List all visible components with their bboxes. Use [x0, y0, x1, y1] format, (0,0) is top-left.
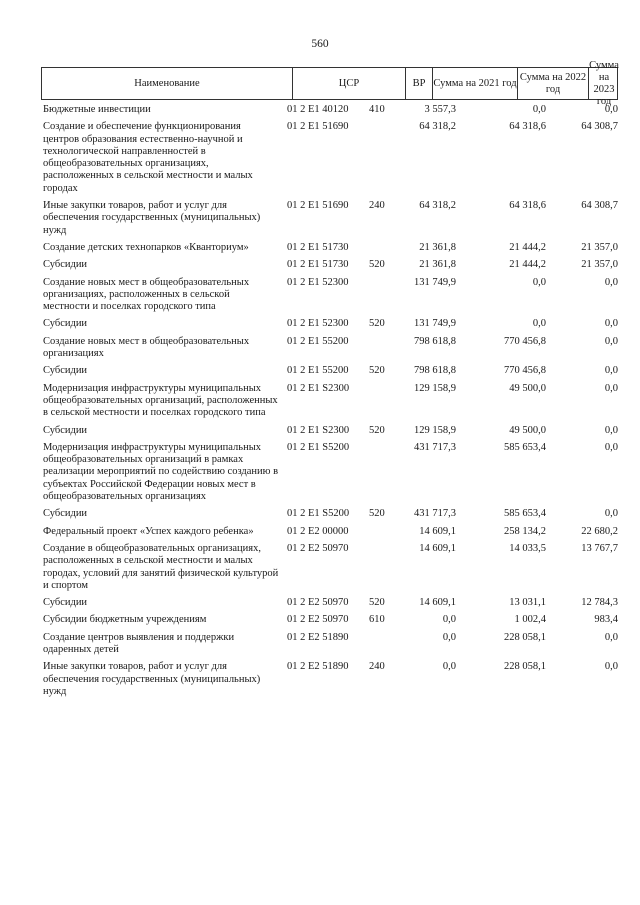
cell-y2022: 49 500,0 — [509, 382, 546, 394]
cell-y2021: 14 609,1 — [419, 542, 456, 554]
cell-vr: 610 — [369, 614, 385, 626]
cell-csr: 01 2 Е1 51690 — [287, 121, 349, 133]
table-row — [41, 104, 631, 121]
cell-y2023: 0,0 — [604, 276, 618, 288]
table-row — [41, 336, 631, 366]
cell-csr: 01 2 Е2 51890 — [287, 631, 349, 643]
cell-y2022: 770 456,8 — [504, 365, 546, 377]
cell-y2023: 0,0 — [604, 318, 618, 330]
cell-y2022: 258 134,2 — [504, 525, 546, 537]
cell-name: Иные закупки товаров, работ и услуг для обеспечения государственных (муниципальных) нужд — [43, 200, 261, 236]
cell-vr: 520 — [369, 597, 385, 609]
page-number: 560 — [311, 38, 329, 50]
table-row — [41, 661, 631, 703]
cell-name: Модернизация инфраструктуры муниципальных общеобразовательных организаций в рамках реализации мероприятий по содействию созданию в субъектах Российской Федерации новых мест в общеобразовательных организациях — [43, 441, 279, 503]
cell-y2022: 0,0 — [532, 104, 546, 115]
cell-y2021: 64 318,2 — [419, 121, 456, 133]
cell-y2023: 983,4 — [594, 614, 618, 626]
cell-name: Создание и обеспечение функционирования центров образования естественно-научной и технологической направленностей в общеобразовательных организациях, расположенных в сельской местности и малых городах — [43, 121, 253, 194]
header-2021: Сумма на 2021 год — [432, 68, 517, 99]
cell-name: Бюджетные инвестиции — [43, 104, 151, 115]
cell-y2021: 64 318,2 — [419, 200, 456, 212]
cell-y2023: 0,0 — [604, 382, 618, 394]
cell-y2021: 129 158,9 — [414, 382, 456, 394]
cell-y2021: 0,0 — [442, 614, 456, 626]
cell-csr: 01 2 Е2 50970 — [287, 542, 349, 554]
cell-y2023: 0,0 — [604, 335, 618, 347]
table-row — [41, 242, 631, 259]
table-row — [41, 277, 631, 319]
cell-y2023: 64 308,7 — [581, 121, 618, 133]
cell-vr: 520 — [369, 259, 385, 271]
cell-csr: 01 2 Е1 51730 — [287, 259, 349, 271]
cell-name: Федеральный проект «Успех каждого ребенка» — [43, 525, 254, 537]
table-row — [41, 543, 631, 597]
cell-y2021: 131 749,9 — [414, 276, 456, 288]
cell-name: Субсидии — [43, 365, 88, 377]
cell-vr: 410 — [369, 104, 385, 115]
cell-csr: 01 2 Е1 S2300 — [287, 424, 350, 436]
table-row — [41, 318, 631, 335]
cell-y2023: 0,0 — [604, 631, 618, 643]
cell-name: Субсидии — [43, 424, 88, 436]
cell-y2021: 798 618,8 — [414, 335, 456, 347]
header-2022: Сумма на 2022 год — [517, 68, 588, 99]
cell-y2022: 585 653,4 — [504, 508, 546, 520]
cell-csr: 01 2 Е1 S5200 — [287, 441, 350, 453]
cell-vr: 520 — [369, 508, 385, 520]
table-row — [41, 508, 631, 525]
header-vr: ВР — [405, 68, 432, 99]
cell-csr: 01 2 Е2 50970 — [287, 614, 349, 626]
cell-y2021: 0,0 — [442, 661, 456, 673]
cell-vr: 520 — [369, 318, 385, 330]
cell-y2022: 0,0 — [532, 276, 546, 288]
cell-y2022: 14 033,5 — [509, 542, 546, 554]
cell-y2023: 0,0 — [604, 508, 618, 520]
cell-csr: 01 2 Е2 50970 — [287, 597, 349, 609]
cell-csr: 01 2 Е1 S5200 — [287, 508, 350, 520]
cell-y2022: 13 031,1 — [509, 597, 546, 609]
cell-y2022: 228 058,1 — [504, 631, 546, 643]
cell-name: Создание новых мест в общеобразовательных организациях — [43, 335, 250, 360]
table-row — [41, 442, 631, 508]
table-row — [41, 121, 631, 200]
cell-name: Создание в общеобразовательных организациях, расположенных в сельской местности и малых городах, условий для занятий физической культурой и спортом — [43, 542, 279, 591]
table-row — [41, 614, 631, 631]
cell-csr: 01 2 Е1 51730 — [287, 241, 349, 253]
cell-y2021: 14 609,1 — [419, 525, 456, 537]
table-row — [41, 383, 631, 425]
table-row — [41, 200, 631, 242]
cell-name: Модернизация инфраструктуры муниципальных общеобразовательных организаций, расположенных в сельской местности и поселках городского типа — [43, 382, 278, 419]
table-row — [41, 425, 631, 442]
table-row — [41, 259, 631, 276]
table-row — [41, 526, 631, 543]
header-2023: Сумма на 2023 год — [589, 59, 619, 107]
cell-vr: 240 — [369, 200, 385, 212]
table-body — [41, 104, 631, 703]
cell-y2022: 585 653,4 — [504, 441, 546, 453]
cell-y2022: 64 318,6 — [509, 121, 546, 133]
cell-y2023: 12 784,3 — [581, 597, 618, 609]
cell-csr: 01 2 Е1 S2300 — [287, 382, 350, 394]
cell-csr: 01 2 Е1 55200 — [287, 365, 349, 377]
cell-name: Создание центров выявления и поддержки одаренных детей — [43, 631, 235, 655]
cell-name: Субсидии — [43, 318, 88, 330]
header-name: Наименование — [134, 77, 200, 89]
cell-vr: 520 — [369, 365, 385, 377]
cell-name: Субсидии — [43, 508, 88, 520]
cell-y2021: 431 717,3 — [414, 508, 456, 520]
cell-y2023: 13 767,7 — [581, 542, 618, 554]
cell-y2022: 770 456,8 — [504, 335, 546, 347]
cell-y2021: 431 717,3 — [414, 441, 456, 453]
cell-name: Создание новых мест в общеобразовательных организациях, расположенных в сельской местности и поселках городского типа — [43, 276, 250, 313]
cell-name: Субсидии — [43, 259, 88, 271]
cell-y2021: 21 361,8 — [419, 259, 456, 271]
table-row — [41, 597, 631, 614]
cell-y2022: 21 444,2 — [509, 241, 546, 253]
cell-y2023: 21 357,0 — [581, 241, 618, 253]
header-csr: ЦСР — [292, 68, 405, 99]
table-header — [41, 59, 619, 107]
cell-y2023: 0,0 — [604, 104, 618, 115]
cell-y2021: 14 609,1 — [419, 597, 456, 609]
cell-y2021: 129 158,9 — [414, 424, 456, 436]
cell-csr: 01 2 Е2 51890 — [287, 661, 349, 673]
cell-csr: 01 2 Е1 40120 — [287, 104, 349, 115]
cell-y2023: 0,0 — [604, 441, 618, 453]
cell-y2022: 228 058,1 — [504, 661, 546, 673]
cell-y2022: 21 444,2 — [509, 259, 546, 271]
cell-y2023: 0,0 — [604, 661, 618, 673]
cell-y2021: 0,0 — [442, 631, 456, 643]
cell-y2021: 131 749,9 — [414, 318, 456, 330]
cell-csr: 01 2 Е1 51690 — [287, 200, 349, 212]
table-row — [41, 632, 631, 662]
cell-name: Субсидии — [43, 597, 88, 609]
table-row — [41, 365, 631, 382]
cell-y2023: 22 680,2 — [581, 525, 618, 537]
cell-name: Субсидии бюджетным учреждениям — [43, 614, 207, 626]
cell-y2021: 798 618,8 — [414, 365, 456, 377]
cell-y2023: 21 357,0 — [581, 259, 618, 271]
cell-y2022: 1 002,4 — [514, 614, 546, 626]
cell-csr: 01 2 Е1 55200 — [287, 335, 349, 347]
cell-name: Иные закупки товаров, работ и услуг для обеспечения государственных (муниципальных) нужд — [43, 661, 261, 697]
cell-csr: 01 2 Е1 52300 — [287, 276, 349, 288]
cell-y2023: 0,0 — [604, 365, 618, 377]
cell-name: Создание детских технопарков «Кванториум» — [43, 241, 249, 253]
cell-csr: 01 2 Е2 00000 — [287, 525, 349, 537]
cell-y2021: 21 361,8 — [419, 241, 456, 253]
cell-y2022: 64 318,6 — [509, 200, 546, 212]
cell-y2023: 0,0 — [604, 424, 618, 436]
cell-y2022: 49 500,0 — [509, 424, 546, 436]
cell-y2021: 3 557,3 — [424, 104, 456, 115]
cell-csr: 01 2 Е1 52300 — [287, 318, 349, 330]
cell-vr: 520 — [369, 424, 385, 436]
cell-y2023: 64 308,7 — [581, 200, 618, 212]
cell-y2022: 0,0 — [532, 318, 546, 330]
cell-vr: 240 — [369, 661, 385, 673]
